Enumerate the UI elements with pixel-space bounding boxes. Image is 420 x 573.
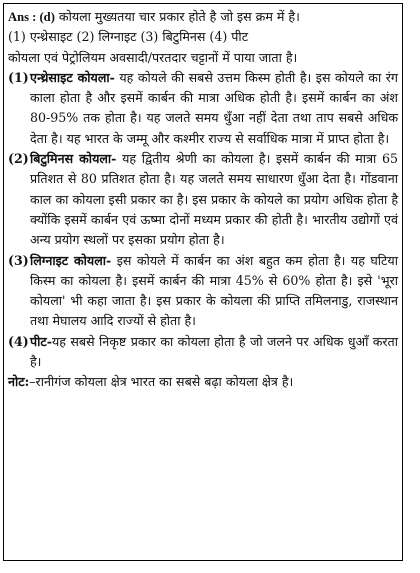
- item-number: (3): [8, 252, 29, 268]
- item-first-line: यह सबसे निकृष्ट प्रकार का कोयला होता है जो जलने पर: [52, 333, 309, 349]
- item-first-line: इस कोयले में कार्बन का अंश बहुत कम: [111, 252, 303, 268]
- answer-box: [3, 3, 403, 561]
- item-anthracite: [8, 68, 398, 149]
- item-text: कार्बन की मात्रा 65 प्रतिशत से 80 प्रतिशत होता है। यह जलते समय साधारण धुँआ देता है। गोंडवाना काल का कोयला इसी प्रकार का है। इस प्रकार के कोयले का प्रयोग अधिक होता है क्योंकि इसमें कार्बन एवं ऊष्मा दोनों मध्यम प्रकार की होती है। भारतीय उद्योगों एवं अन्य प्रयोग स्थलों पर इसका प्रयोग होता है।: [30, 151, 398, 248]
- note-text: –रानीगंज कोयला क्षेत्र भारत का सबसे बढ़ा कोयला क्षेत्र है।: [29, 374, 294, 390]
- item-lignite: [8, 251, 398, 332]
- note-line: [8, 372, 398, 392]
- answer-text: कोयला मुख्यतया चार प्रकार होते है जो इस क्रम में है।: [54, 9, 300, 24]
- item-peat: [8, 332, 398, 373]
- item-text: अधिक धुआँ करता है।: [30, 333, 398, 370]
- item-text: होता है। यह घटिया किस्म का कोयला है। इसमें कार्बन की मात्रा 45% से 60% होता है। इसे 'भूरा कोयला' भी कहा जाता है। इस प्रकार के कोयला की प्राप्ति तमिलनाडु, राजस्थान तथा मेघालय आदि राज्यों से होता है।: [30, 252, 398, 329]
- item-heading: पीट-: [30, 333, 52, 349]
- intro-line: कोयला एवं पेट्रोलियम अवसादी/परतदार चट्टानों में पाया जाता है।: [8, 49, 298, 65]
- item-number: (2): [8, 151, 29, 167]
- item-first-line: यह कोयले की सबसे उत्तम किस्म होती: [114, 69, 296, 85]
- coal-types-list: (1) एन्थ्रेसाइट (2) लिग्नाइट (3) बिटुमिनस (4) पीट: [8, 29, 249, 45]
- item-number: (1): [8, 69, 29, 85]
- item-number: (4): [8, 333, 29, 349]
- answer-label: Ans : (d): [8, 10, 55, 24]
- item-text: है। इस कोयले का रंग काला होता है और इसमें कार्बन की मात्रा अधिक होती है। इसमें कार्बन का अंश 80-95% तक होता है। यह जलते समय धुँआ नहीं देता तथा ताप सबसे अधिक देता है। यह भारत के जम्मू और कश्मीर राज्य से सर्वाधिक मात्रा में प्राप्त होता है।: [30, 69, 398, 146]
- item-first-line: यह द्वितीय श्रेणी का कोयला है। इसमें: [116, 151, 299, 167]
- item-heading: एन्थ्रेसाइट कोयला-: [30, 69, 115, 85]
- item-heading: बिटुमिनस कोयला-: [30, 151, 117, 167]
- item-heading: लिग्नाइट कोयला-: [30, 252, 112, 268]
- answer-line: [8, 7, 398, 27]
- note-label: नोट:: [8, 374, 30, 390]
- item-bituminous: [8, 149, 398, 250]
